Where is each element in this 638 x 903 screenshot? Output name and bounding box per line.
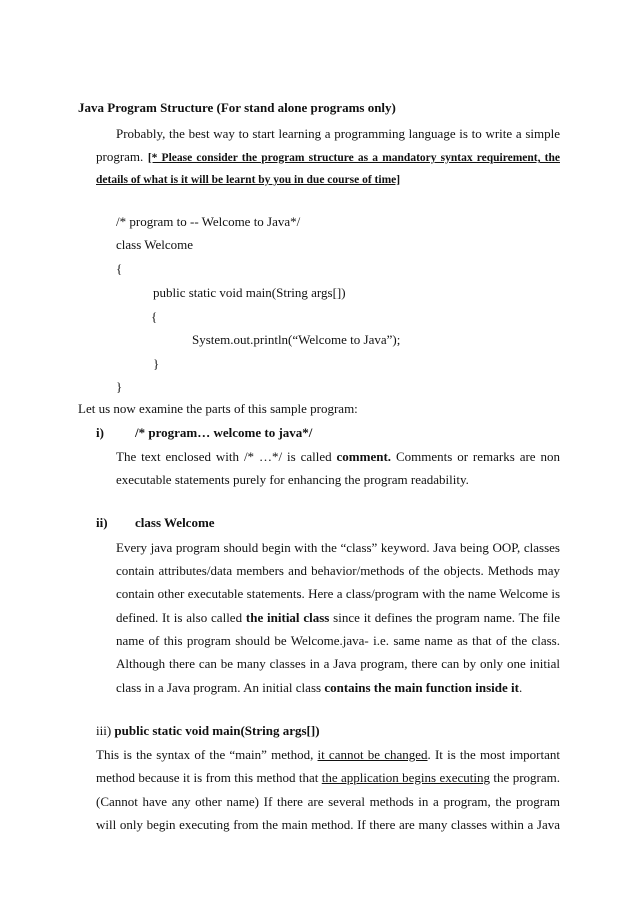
part-2-label: ii)	[96, 515, 108, 530]
part-3-line-1	[96, 747, 560, 763]
note-text-2: details of what is it will be learnt by you in due course of time]	[96, 174, 401, 186]
part-3-text-2c: the program.	[490, 770, 560, 785]
part-2-text-a: defined. It is also called	[116, 610, 246, 625]
part-2-line-7	[116, 680, 522, 696]
part-1-line-1	[116, 449, 560, 465]
part-3-title: public static void main(String args[])	[114, 723, 320, 738]
part-1-title: /* program… welcome to java*/	[135, 425, 313, 440]
part-3-heading	[96, 723, 320, 739]
part-3-cannot-change: it cannot be changed	[317, 747, 428, 762]
code-println: System.out.println(“Welcome to Java”);	[192, 332, 401, 347]
part-2-title: class Welcome	[135, 515, 215, 530]
part-2-line-2: contain attributes/data members and behavior/methods of the objects. Methods may	[116, 563, 560, 578]
part-3-line-4: will only begin executing from the main method. If there are many classes within a Java	[96, 817, 560, 832]
part-3-text-1c: . It is the most important	[427, 747, 560, 762]
part-1-text-c: Comments or remarks are non	[391, 449, 560, 464]
code-open-brace: {	[116, 261, 123, 276]
note-text-1: [* Please consider the program structure as a mandatory syntax requirement, the	[147, 152, 560, 164]
part-3-label: iii)	[96, 723, 115, 738]
part-3-begins-executing: the application begins executing	[321, 770, 491, 785]
code-close-brace: }	[116, 379, 123, 394]
part-3-text-1a: This is the syntax of the “main” method,	[96, 747, 318, 762]
part-2-text-7c: .	[518, 680, 523, 695]
code-comment: /* program to -- Welcome to Java*/	[116, 214, 301, 229]
part-2-initial-class-term: the initial class	[245, 610, 330, 625]
part-1-comment-term: comment.	[336, 449, 392, 464]
code-class-decl: class Welcome	[116, 237, 194, 252]
intro-line-1: Probably, the best way to start learning a programming language is to write a simple	[116, 126, 560, 141]
part-2-line-1: Every java program should begin with the “class” keyword. Java being OOP, classes	[116, 540, 560, 555]
part-2-line-5: name of this program should be Welcome.java- i.e. same name as that of the class.	[116, 633, 560, 648]
part-3-text-2a: method because it is from this method that	[96, 770, 322, 785]
intro-line-2	[96, 149, 560, 166]
part-2-line-6: Although there can be many classes in a Java program, there can by only one initial	[116, 656, 560, 671]
part-2-main-function-term: contains the main function inside it	[324, 680, 519, 695]
part-2-text-c: since it defines the program name. The file	[329, 610, 560, 625]
part-2-text-7a: class in a Java program. An initial class	[116, 680, 325, 695]
code-open-brace-inner: {	[151, 309, 158, 324]
part-1-text-a: The text enclosed with /* …*/ is called	[116, 449, 337, 464]
examine-line: Let us now examine the parts of this sample program:	[78, 401, 358, 416]
part-1-label: i)	[96, 425, 104, 440]
part-2-line-4	[116, 610, 560, 626]
code-main-decl: public static void main(String args[])	[153, 285, 346, 300]
intro-text: program.	[96, 149, 148, 164]
section-heading: Java Program Structure (For stand alone programs only)	[78, 100, 396, 115]
code-close-brace-inner: }	[153, 356, 160, 371]
part-2-line-3: contain other executable statements. Here a class/program with the name Welcome is	[116, 586, 560, 601]
part-3-line-2	[96, 770, 560, 786]
part-3-line-3: (Cannot have any other name) If there are several methods in a program, the program	[96, 794, 560, 809]
part-1-line-2: executable statements purely for enhancing the program readability.	[116, 472, 469, 487]
